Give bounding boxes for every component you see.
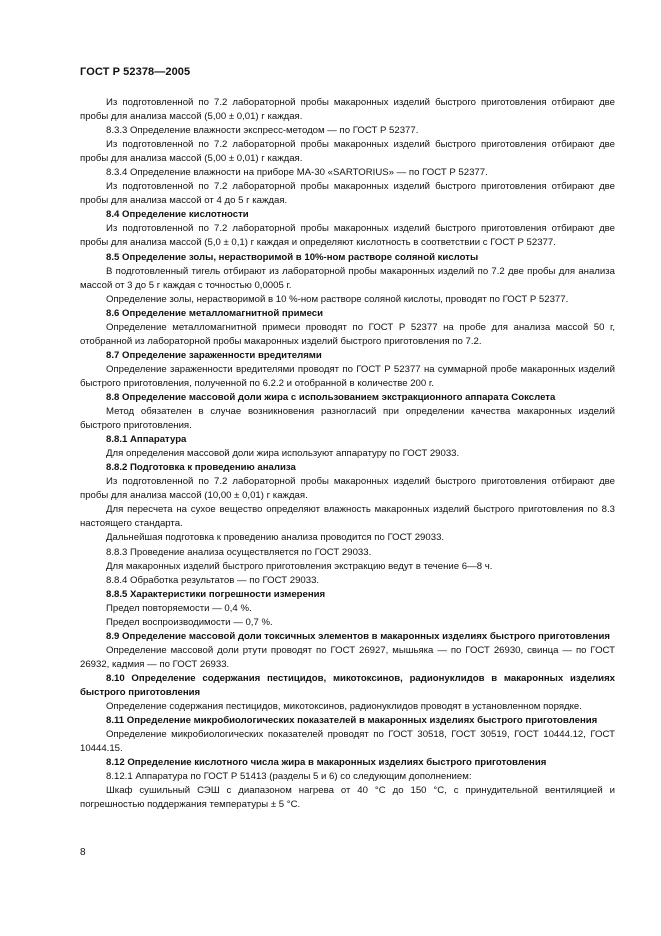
paragraph: Определение содержания пестицидов, микотоксинов, радионуклидов проводят в установленном порядке.: [106, 701, 582, 713]
section-heading: 8.9 Определение массовой доли токсичных элементов в макаронных изделиях быстрого приготовления: [106, 630, 610, 642]
paragraph: Из подготовленной по 7.2 лабораторной пробы макаронных изделий быстрого приготовления отбирают две пробы для анализа массой от 4 до 5 г каждая.: [80, 181, 615, 207]
section-heading: 8.11 Определение микробиологических показателей в макаронных изделиях быстрого приготовления: [106, 715, 598, 727]
paragraph: Определение микробиологических показателей проводят по ГОСТ 30518, ГОСТ 30519, ГОСТ 10444.12, ГОСТ 10444.15.: [80, 729, 615, 755]
section-heading: 8.7 Определение зараженности вредителями: [106, 349, 322, 361]
section-heading: 8.4 Определение кислотности: [106, 209, 249, 221]
section-heading: 8.6 Определение металломагнитной примеси: [106, 307, 324, 319]
paragraph: Для пересчета на сухое вещество определяют влажность макаронных изделий быстрого приготовления по 8.3 настоящего стандарта.: [80, 504, 615, 530]
document-header: ГОСТ Р 52378—2005: [80, 66, 191, 78]
paragraph: 8.3.4 Определение влажности на приборе МА-30 «SARTORIUS» — по ГОСТ Р 52377.: [106, 167, 488, 179]
section-heading: 8.8.2 Подготовка к проведению анализа: [106, 462, 296, 474]
section-heading: 8.5 Определение золы, нерастворимой в 10%-ном растворе соляной кислоты: [106, 251, 479, 263]
paragraph: Из подготовленной по 7.2 лабораторной пробы макаронных изделий быстрого приготовления отбирают две пробы для анализа массой (5,00 ± 0,01) г каждая.: [80, 139, 615, 165]
paragraph: В подготовленный тигель отбирают из лабораторной пробы макаронных изделий по 7.2 две пробы для анализа массой от 3 до 5 г каждая с точностью 0,0005 г.: [80, 265, 615, 291]
document-body: [80, 96, 615, 812]
section-heading: 8.12 Определение кислотного числа жира в макаронных изделиях быстрого приготовления: [106, 757, 547, 769]
paragraph: 8.8.4 Обработка результатов — по ГОСТ 29033.: [106, 574, 320, 586]
section-heading: 8.8.1 Аппаратура: [106, 434, 187, 446]
paragraph: Определение массовой доли ртути проводят по ГОСТ 26927, мышьяка — по ГОСТ 26930, свинца — по ГОСТ 26932, кадмия — по ГОСТ 26933.: [80, 644, 615, 670]
paragraph: Предел воспроизводимости — 0,7 %.: [106, 616, 273, 628]
paragraph: Из подготовленной по 7.2 лабораторной пробы макаронных изделий быстрого приготовления отбирают две пробы для анализа массой (10,00 ± 0,01) г каждая.: [80, 476, 615, 502]
paragraph: 8.8.3 Проведение анализа осуществляется по ГОСТ 29033.: [106, 546, 372, 558]
paragraph: Определение металломагнитной примеси проводят по ГОСТ Р 52377 на пробе для анализа массой 50 г, отобранной из лабораторной пробы макаронных изделий быстрого приготовления по 7.2.: [80, 321, 615, 347]
paragraph: Из подготовленной по 7.2 лабораторной пробы макаронных изделий быстрого приготовления отбирают две пробы для анализа массой (5,0 ± 0,1) г каждая и определяют кислотность в соответствии с ГОСТ Р 52377.: [80, 223, 615, 249]
page-number: 8: [80, 847, 86, 858]
paragraph: Для макаронных изделий быстрого приготовления экстракцию ведут в течение 6—8 ч.: [106, 560, 493, 572]
paragraph: Дальнейшая подготовка к проведению анализа проводится по ГОСТ 29033.: [106, 532, 445, 544]
paragraph: 8.3.3 Определение влажности экспресс-методом — по ГОСТ Р 52377.: [106, 125, 419, 137]
paragraph: Предел повторяемости — 0,4 %.: [106, 602, 252, 614]
paragraph: Для определения массовой доли жира используют аппаратуру по ГОСТ 29033.: [106, 448, 460, 460]
paragraph: Определение золы, нерастворимой в 10 %-ном растворе соляной кислоты, проводят по ГОСТ Р 52377.: [106, 293, 569, 305]
paragraph: Метод обязателен в случае возникновения разногласий при определении качества макаронных изделий быстрого приготовления.: [80, 406, 615, 432]
section-heading: 8.8 Определение массовой доли жира с использованием экстракционного аппарата Сокслета: [106, 391, 556, 403]
paragraph: Определение зараженности вредителями проводят по ГОСТ Р 52377 на суммарной пробе макаронных изделий быстрого приготовления, полученной по 6.2.2 и отобранной в количестве 200 г.: [80, 363, 615, 389]
section-heading: 8.10 Определение содержания пестицидов, микотоксинов, радионуклидов в макаронных изделиях быстрого приготовления: [80, 672, 615, 698]
paragraph: 8.12.1 Аппаратура по ГОСТ Р 51413 (разделы 5 и 6) со следующим дополнением:: [106, 771, 472, 783]
section-heading: 8.8.5 Характеристики погрешности измерения: [106, 588, 326, 600]
paragraph: Из подготовленной по 7.2 лабораторной пробы макаронных изделий быстрого приготовления отбирают две пробы для анализа массой (5,00 ± 0,01) г каждая.: [80, 97, 615, 123]
paragraph: Шкаф сушильный СЭШ с диапазоном нагрева от 40 °С до 150 °С, с принудительной вентиляцией и погрешностью поддержания температуры ± 5 °С.: [80, 785, 615, 811]
